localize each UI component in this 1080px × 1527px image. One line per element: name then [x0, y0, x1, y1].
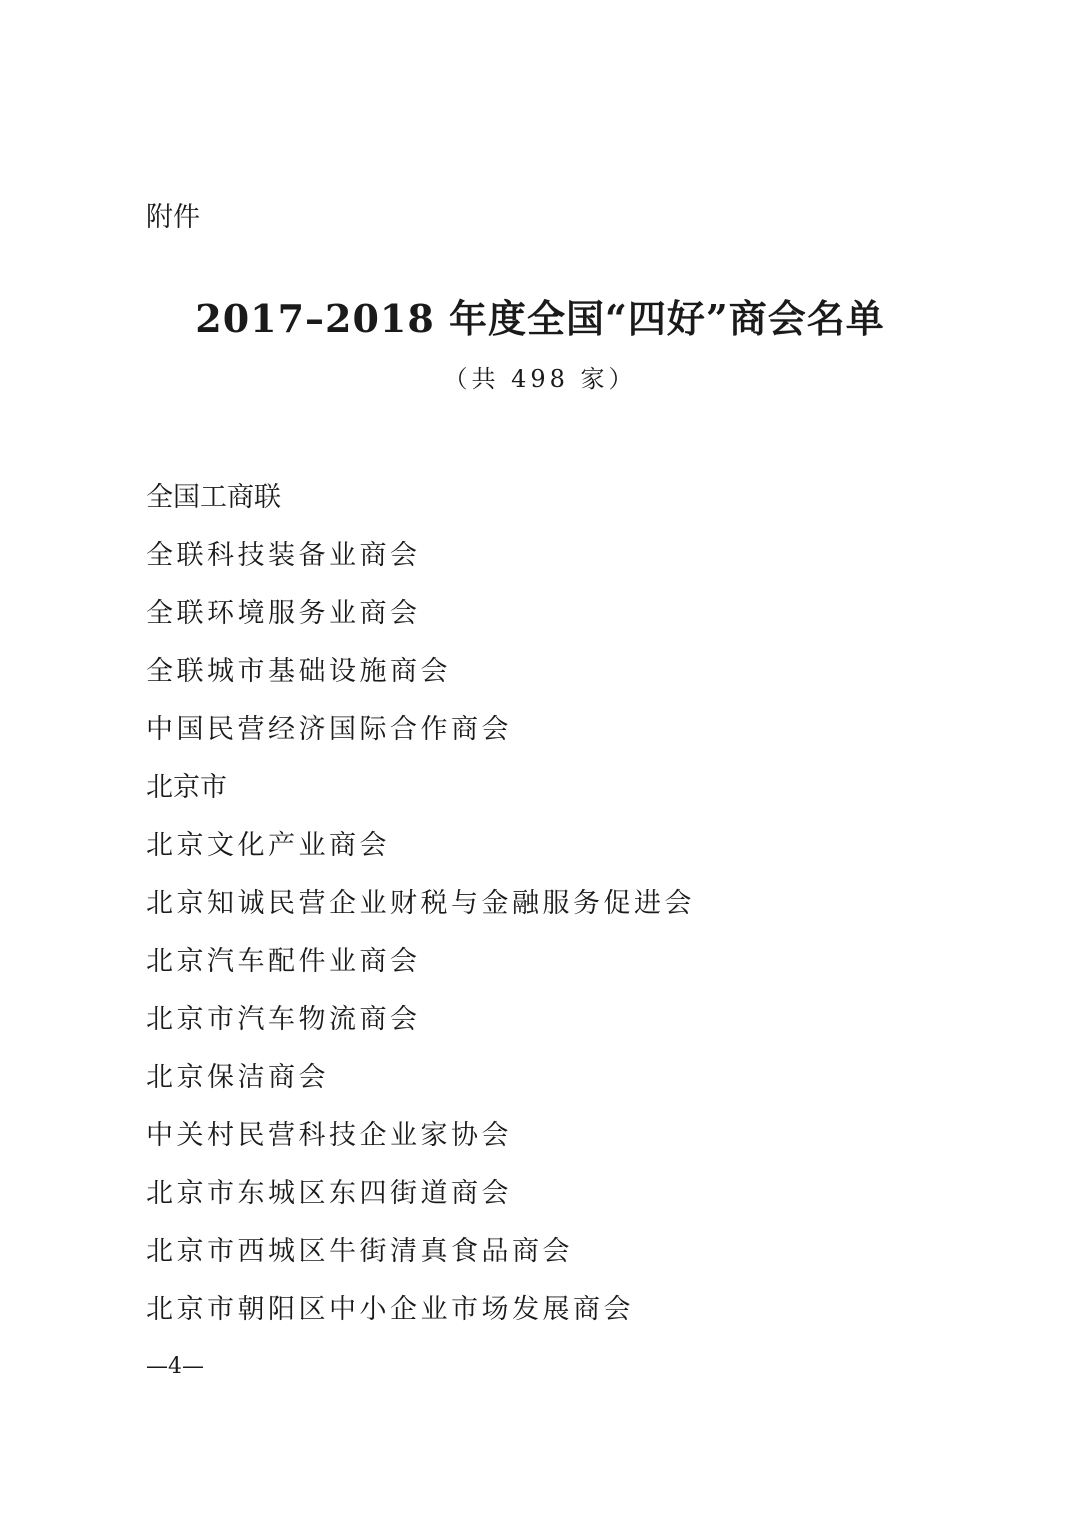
list-item: 中国民营经济国际合作商会 [146, 714, 512, 745]
list-item: 北京市汽车物流商会 [146, 1004, 421, 1035]
list-item: 北京保洁商会 [146, 1062, 329, 1093]
list-item: 北京知诚民营企业财税与金融服务促进会 [146, 888, 695, 919]
list-item: 全联城市基础设施商会 [146, 656, 451, 687]
list-item: 中关村民营科技企业家协会 [146, 1120, 512, 1151]
list-item: 北京文化产业商会 [146, 830, 390, 861]
chamber-list [146, 469, 695, 1339]
list-item: 北京市西城区牛街清真食品商会 [146, 1236, 573, 1267]
document-title: 2017–2018 年度全国“四好”商会名单 [195, 296, 885, 341]
attachment-label: 附件 [146, 202, 200, 233]
list-item: 全联科技装备业商会 [146, 540, 421, 571]
list-item: 北京市朝阳区中小企业市场发展商会 [146, 1294, 634, 1325]
document-subtitle: （共 498 家） [443, 365, 637, 393]
list-item: 北京汽车配件业商会 [146, 946, 421, 977]
section-heading-acfic: 全国工商联 [146, 482, 281, 513]
section-heading-beijing: 北京市 [146, 772, 227, 803]
page-number: —4— [146, 1354, 204, 1379]
list-item: 北京市东城区东四街道商会 [146, 1178, 512, 1209]
list-item: 全联环境服务业商会 [146, 598, 421, 629]
